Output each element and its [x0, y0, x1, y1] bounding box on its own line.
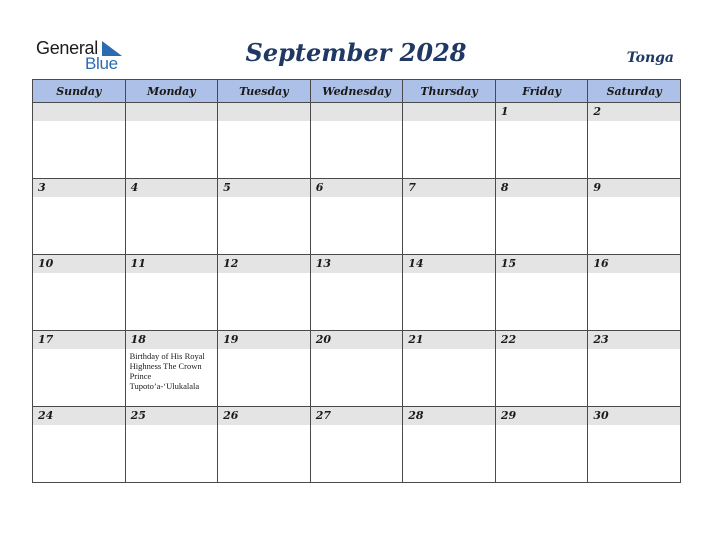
- day-cell: [588, 179, 681, 255]
- day-cell: [310, 407, 403, 483]
- weekday-header: Wednesday: [310, 80, 403, 103]
- weekday-header: Sunday: [33, 80, 126, 103]
- week-row: [33, 179, 681, 255]
- day-number: 7: [403, 179, 495, 197]
- day-number: [403, 103, 495, 121]
- day-number: 26: [218, 407, 310, 425]
- day-number: [311, 103, 403, 121]
- day-cell: [218, 179, 311, 255]
- day-number: 12: [218, 255, 310, 273]
- day-cell: [125, 179, 218, 255]
- day-cell: [495, 331, 588, 407]
- day-number: 5: [218, 179, 310, 197]
- day-cell: [125, 331, 218, 407]
- day-cell: [403, 255, 496, 331]
- day-number: 22: [496, 331, 588, 349]
- day-number: 18: [126, 331, 218, 349]
- day-cell: [125, 407, 218, 483]
- weekday-header: Thursday: [403, 80, 496, 103]
- day-cell: [588, 103, 681, 179]
- day-cell: [588, 331, 681, 407]
- day-number: 2: [588, 103, 680, 121]
- day-number: 24: [33, 407, 125, 425]
- day-cell: [218, 255, 311, 331]
- logo-text-blue: Blue: [85, 54, 118, 73]
- calendar-grid: [32, 79, 681, 483]
- day-number: 21: [403, 331, 495, 349]
- day-number: [218, 103, 310, 121]
- day-cell: [403, 179, 496, 255]
- day-cell: [125, 103, 218, 179]
- day-number: 13: [311, 255, 403, 273]
- day-cell: [588, 407, 681, 483]
- weekday-header-row: [33, 80, 681, 103]
- day-number: 10: [33, 255, 125, 273]
- day-number: 8: [496, 179, 588, 197]
- day-cell: [495, 103, 588, 179]
- day-number: [126, 103, 218, 121]
- day-cell: [218, 103, 311, 179]
- day-number: [33, 103, 125, 121]
- day-number: 3: [33, 179, 125, 197]
- day-number: 30: [588, 407, 680, 425]
- day-number: 25: [126, 407, 218, 425]
- day-cell: [403, 331, 496, 407]
- day-cell: [33, 255, 126, 331]
- day-number: 16: [588, 255, 680, 273]
- day-number: 1: [496, 103, 588, 121]
- day-number: 17: [33, 331, 125, 349]
- holiday-event: Birthday of His Royal Highness The Crown Prince Tupoto’a-‘Ulukalala: [129, 351, 205, 391]
- day-cell: [495, 255, 588, 331]
- day-cell: [588, 255, 681, 331]
- day-cell: [310, 179, 403, 255]
- day-cell: [403, 103, 496, 179]
- day-number: 20: [311, 331, 403, 349]
- day-cell: [33, 103, 126, 179]
- weekday-header: Saturday: [588, 80, 681, 103]
- day-cell: [310, 331, 403, 407]
- day-number: 6: [311, 179, 403, 197]
- day-cell: [218, 331, 311, 407]
- day-number: 11: [126, 255, 218, 273]
- calendar-title: September 2028: [245, 38, 467, 67]
- day-number: 19: [218, 331, 310, 349]
- day-cell: [125, 255, 218, 331]
- day-cell: [310, 255, 403, 331]
- day-cell: [495, 407, 588, 483]
- week-row: [33, 331, 681, 407]
- country-label: Tonga: [626, 50, 674, 66]
- weekday-header: Friday: [495, 80, 588, 103]
- weekday-header: Monday: [125, 80, 218, 103]
- day-number: 4: [126, 179, 218, 197]
- day-number: 15: [496, 255, 588, 273]
- day-number: 28: [403, 407, 495, 425]
- day-cell: [33, 407, 126, 483]
- day-number: 27: [311, 407, 403, 425]
- week-row: [33, 103, 681, 179]
- day-cell: [33, 179, 126, 255]
- day-number: 14: [403, 255, 495, 273]
- week-row: [33, 407, 681, 483]
- day-cell: [495, 179, 588, 255]
- day-number: 9: [588, 179, 680, 197]
- day-cell: [33, 331, 126, 407]
- day-cell: [218, 407, 311, 483]
- day-number: 29: [496, 407, 588, 425]
- week-row: [33, 255, 681, 331]
- day-number: 23: [588, 331, 680, 349]
- logo-text-general: General: [36, 38, 98, 58]
- weekday-header: Tuesday: [218, 80, 311, 103]
- day-cell: [403, 407, 496, 483]
- day-cell: [310, 103, 403, 179]
